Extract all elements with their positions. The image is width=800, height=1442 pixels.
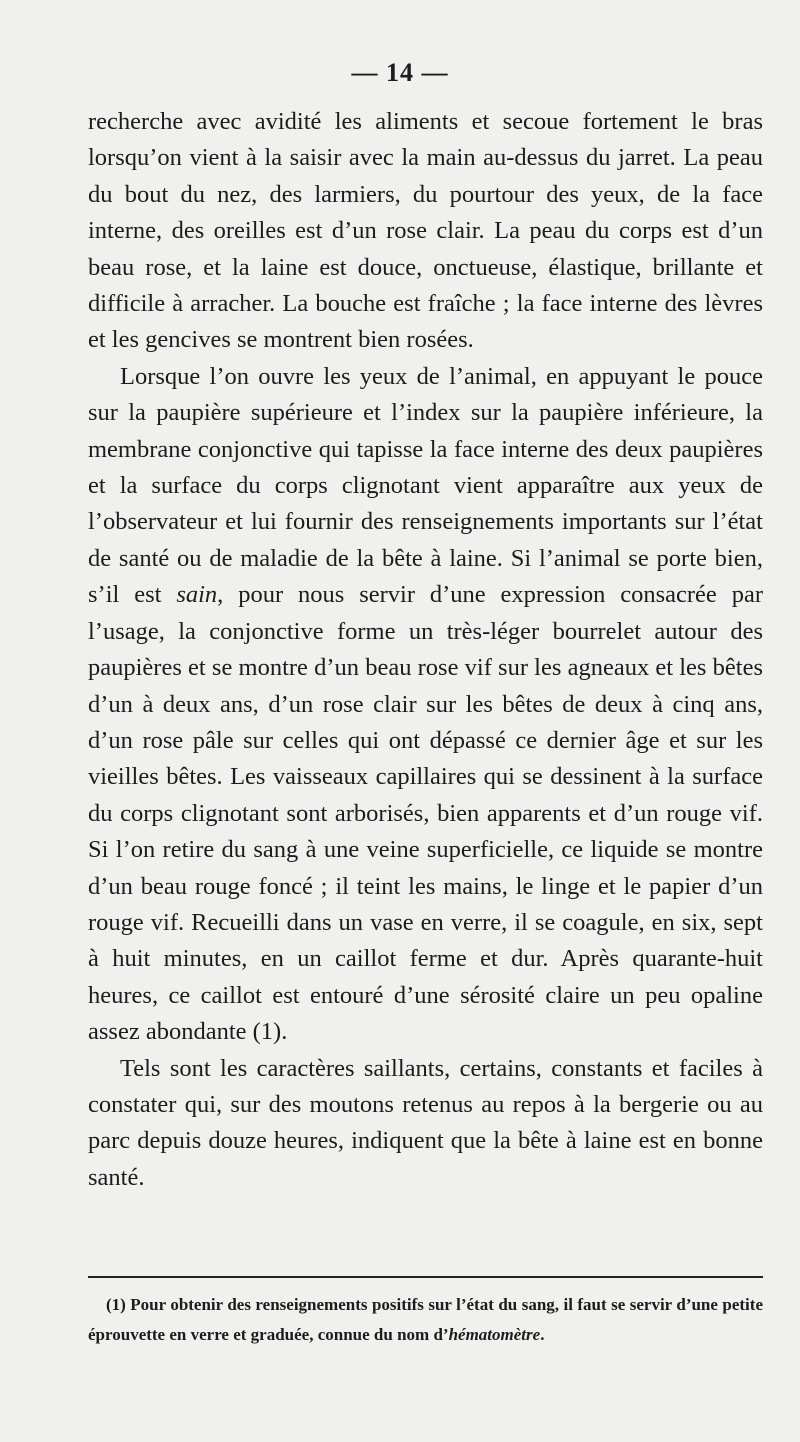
paragraph-2-end: , pour nous servir d’une expression consacrée par l’usage, la conjonctive forme un très-léger bourrelet autour des paupières et se montre d’un beau rose vif sur les agneaux et les bêtes d’un à deux ans, d’un rose clair sur les bêtes de deux à cinq ans, d’un rose pâle sur celles qui ont dépassé ce dernier âge et sur les vieilles bêtes. Les vaisseaux capillaires qui se dessinent à la surface du corps clignotant sont arborisés, bien apparents et d’un rouge vif. Si l’on retire du sang à une veine superficielle, ce liquide se montre d’un beau rouge foncé ; il teint les mains, le linge et le papier d’un rouge vif. Recueilli dans un vase en verre, il se coagule, en six, sept à huit minutes, en un caillot ferme et dur. Après quarante-huit heures, ce caillot est entouré d’une sérosité claire un peu opaline assez abondante (1). <box>88 581 763 1046</box>
paragraph-2-start: Lorsque l’on ouvre les yeux de l’animal, en appuyant le pouce sur la paupière supérieure et l’index sur la paupière inférieure, la membrane conjonctive qui tapisse la face interne des deux paupières et la surface du corps clignotant vient apparaître aux yeux de l’observateur et lui fournir des renseignements importants sur l’état de santé ou de maladie de la bête à laine. Si l’animal se porte bien, s’il est <box>88 362 763 609</box>
footnote-start: (1) Pour obtenir des renseignements positifs sur l’état du sang, il faut se servir d’une petite éprouvette en verre et graduée, connue du nom d’ <box>88 1295 763 1344</box>
paragraph-2 <box>88 359 763 1051</box>
footnote-emphasis: hématomètre <box>448 1325 541 1344</box>
footnote <box>88 1290 763 1350</box>
body-text <box>88 104 763 1196</box>
paragraph-3: Tels sont les caractères saillants, certains, constants et faciles à constater qui, sur des moutons retenus au repos à la bergerie ou au parc depuis douze heures, indiquent que la bête à laine est en bonne santé. <box>88 1054 763 1191</box>
footnote-end: . <box>540 1325 545 1344</box>
paragraph-1: recherche avec avidité les aliments et secoue fortement le bras lorsqu’on vient à la saisir avec la main au-dessus du jarret. La peau du bout du nez, des larmiers, du pourtour des yeux, de la face interne, des oreilles est d’un rose clair. La peau du corps est d’un beau rose, et la laine est douce, onctueuse, élastique, brillante et difficile à arracher. La bouche est fraîche ; la face interne des lèvres et les gencives se montrent bien rosées. <box>88 108 763 354</box>
page-number: — 14 — <box>351 58 449 87</box>
emphasis-sain: sain <box>176 581 218 609</box>
footnote-divider <box>88 1276 763 1278</box>
